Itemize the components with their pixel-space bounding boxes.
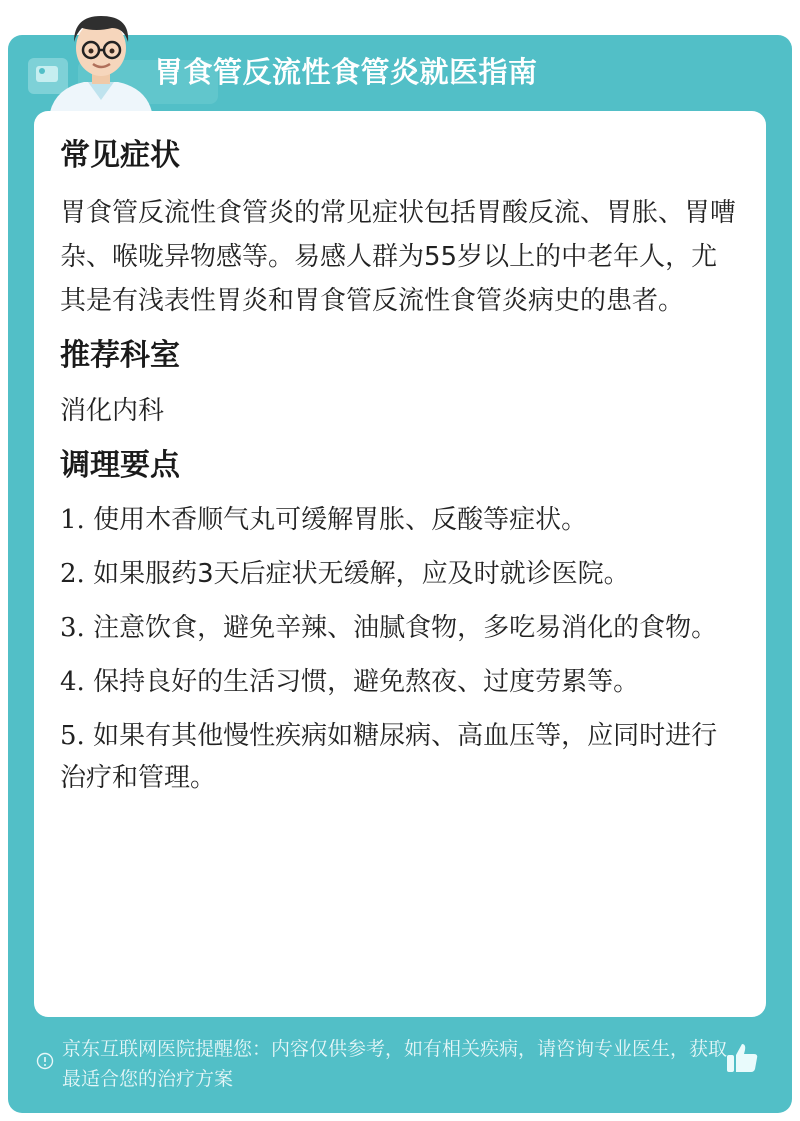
thumbs-up-icon[interactable] [724, 1040, 760, 1076]
list-item [60, 499, 740, 541]
content-card [34, 111, 766, 1017]
section-title-department: 推荐科室 [60, 338, 180, 373]
section-title-symptoms: 常见症状 [60, 138, 180, 173]
list-item-text: 如果有其他慢性疾病如糖尿病、高血压等，应同时进行治疗和管理。 [60, 721, 718, 793]
doctor-avatar-icon [46, 8, 156, 112]
list-item-text: 使用木香顺气丸可缓解胃胀、反酸等症状。 [93, 505, 588, 535]
list-item-number: 5. [60, 721, 85, 751]
list-item-number: 1. [60, 505, 85, 535]
symptoms-text: 胃食管反流性食管炎的常见症状包括胃酸反流、胃胀、胃嘈杂、喉咙异物感等。易感人群为55岁以上的中老年人，尤其是有浅表性胃炎和胃食管反流性食管炎病史的患者。 [60, 198, 737, 316]
list-item-text: 注意饮食，避免辛辣、油腻食物，多吃易消化的食物。 [93, 613, 718, 643]
section-title-care: 调理要点 [60, 448, 180, 483]
list-item-text: 如果服药3天后症状无缓解，应及时就诊医院。 [93, 559, 630, 589]
list-item-number: 4. [60, 667, 85, 697]
list-item [60, 661, 740, 703]
list-item [60, 607, 740, 649]
list-item-number: 2. [60, 559, 85, 589]
info-icon [36, 1052, 54, 1070]
list-item-number: 3. [60, 613, 85, 643]
footer-disclaimer [36, 1034, 736, 1094]
department-text: 消化内科 [60, 396, 165, 426]
page-title: 胃食管反流性食管炎就医指南 [154, 55, 538, 89]
list-item [60, 553, 740, 595]
list-item-text: 保持良好的生活习惯，避免熬夜、过度劳累等。 [93, 667, 640, 697]
list-item [60, 715, 740, 799]
disclaimer-text: 京东互联网医院提醒您：内容仅供参考，如有相关疾病，请咨询专业医生，获取最适合您的治疗方案 [62, 1038, 728, 1090]
